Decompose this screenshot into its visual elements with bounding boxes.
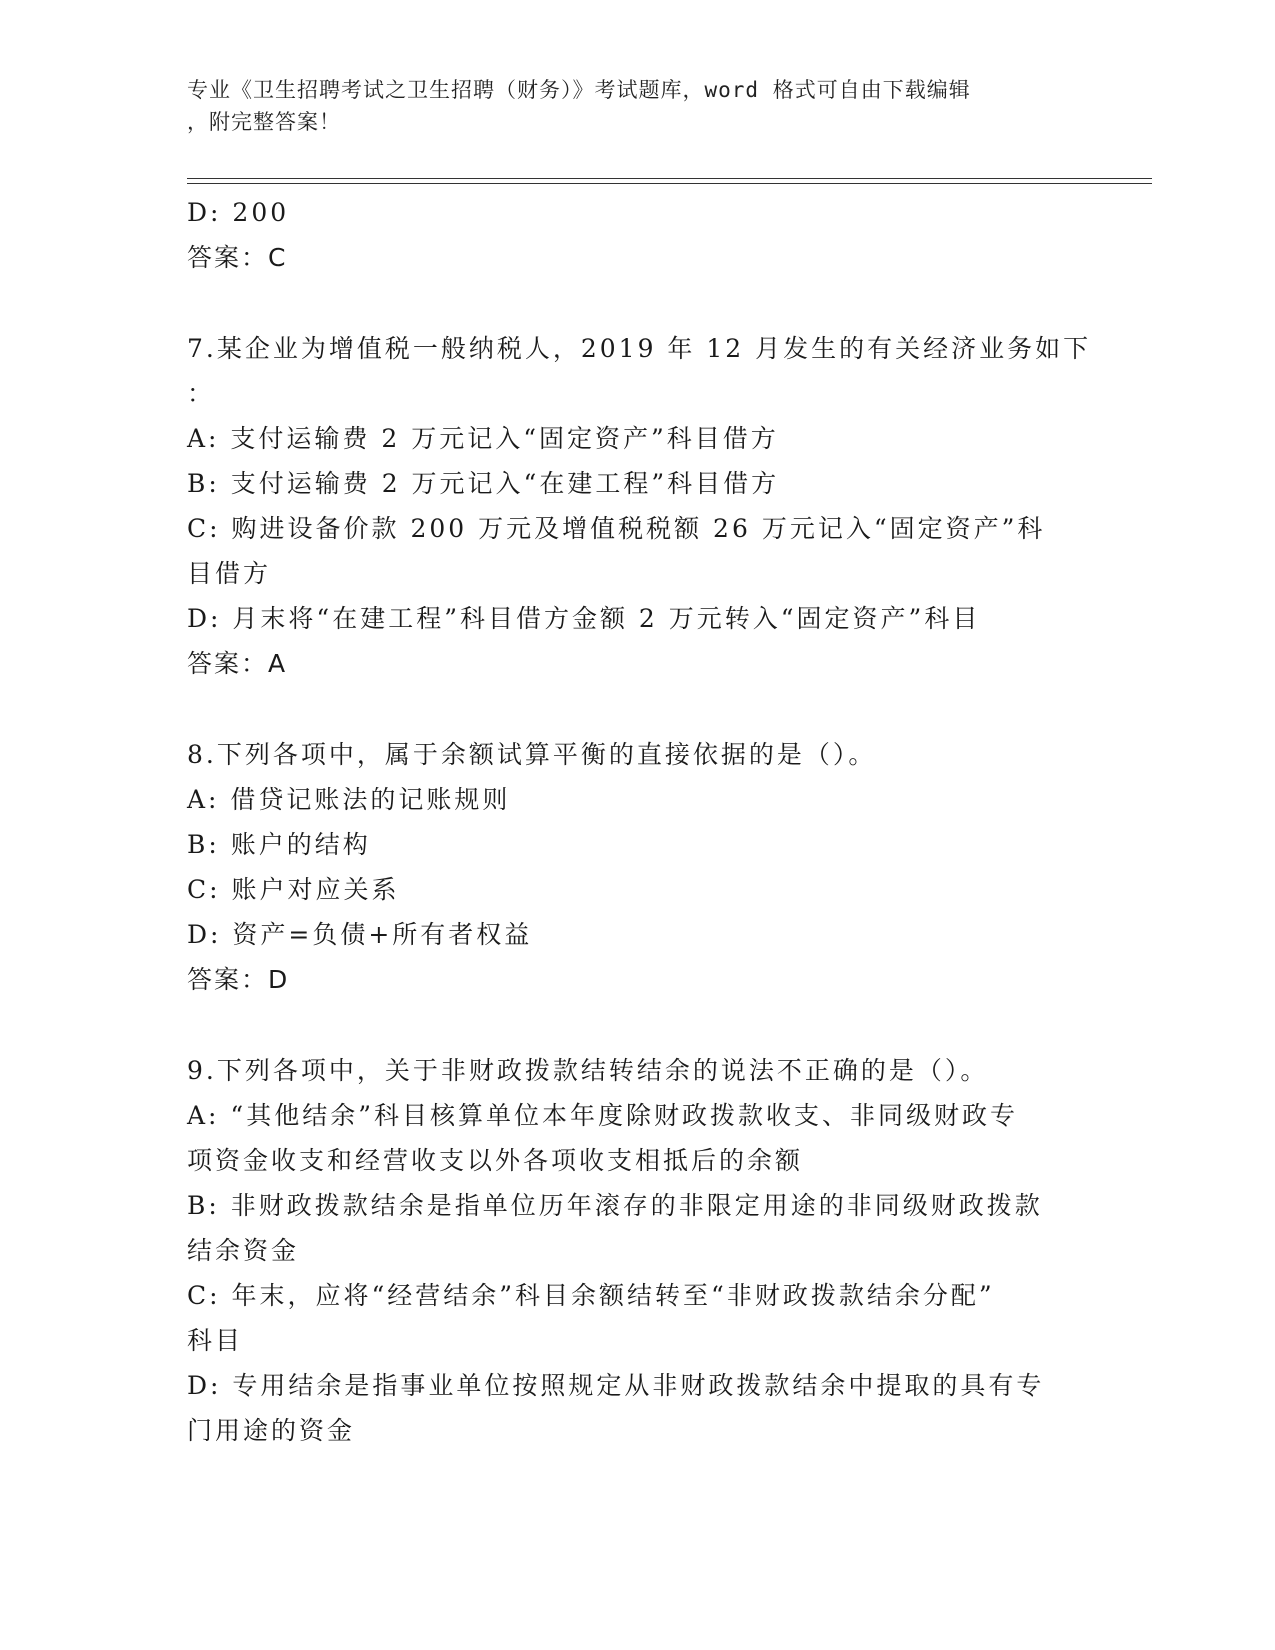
option-a-continued: 项资金收支和经营收支以外各项收支相抵后的余额	[187, 1146, 804, 1175]
document-header	[187, 74, 1087, 138]
option-b: B: 账户的结构	[187, 830, 371, 859]
question-stem-continued: ：	[187, 379, 216, 408]
answer: 答案：A	[187, 649, 288, 678]
option-b-continued: 结余资金	[187, 1236, 300, 1265]
question-stem: 7.某企业为增值税一般纳税人，2019 年 12 月发生的有关经济业务如下	[187, 334, 1092, 363]
option-a: A: 借贷记账法的记账规则	[187, 785, 511, 814]
spacer	[187, 280, 1087, 326]
header-rule-bottom	[187, 183, 1152, 184]
header-line-1: 专业《卫生招聘考试之卫生招聘（财务）》考试题库，word 格式可自由下载编辑	[187, 78, 971, 102]
spacer	[187, 686, 1087, 732]
prev-option-d: D: 200	[187, 198, 290, 227]
spacer	[187, 1002, 1087, 1048]
question-stem: 8.下列各项中，属于余额试算平衡的直接依据的是（）。	[187, 740, 877, 769]
question-content	[187, 190, 1092, 1453]
option-c-continued: 目借方	[187, 559, 272, 588]
option-c-continued: 科目	[187, 1326, 244, 1355]
question-8	[187, 732, 1087, 1002]
option-d: D: 资产=负债+所有者权益	[187, 920, 533, 949]
header-line-2: ，附完整答案！	[187, 110, 341, 134]
option-a: A: 支付运输费 2 万元记入“固定资产”科目借方	[187, 424, 779, 453]
option-c: C: 年末，应将“经营结余”科目余额结转至“非财政拨款结余分配”	[187, 1281, 995, 1310]
option-d-continued: 门用途的资金	[187, 1416, 356, 1445]
option-b: B: 非财政拨款结余是指单位历年滚存的非限定用途的非同级财政拨款	[187, 1191, 1043, 1220]
option-c: C: 购进设备价款 200 万元及增值税税额 26 万元记入“固定资产”科	[187, 514, 1046, 543]
option-d: D: 专用结余是指事业单位按照规定从非财政拨款结余中提取的具有专	[187, 1371, 1045, 1400]
option-d: D: 月末将“在建工程”科目借方金额 2 万元转入“固定资产”科目	[187, 604, 981, 633]
option-a: A: “其他结余”科目核算单位本年度除财政拨款收支、非同级财政专	[187, 1101, 1018, 1130]
question-7	[187, 326, 1092, 686]
option-c: C: 账户对应关系	[187, 875, 400, 904]
answer: 答案：D	[187, 965, 290, 994]
prev-answer: 答案：C	[187, 243, 288, 272]
question-stem: 9.下列各项中，关于非财政拨款结转结余的说法不正确的是（）。	[187, 1056, 989, 1085]
header-rule-top	[187, 178, 1152, 179]
option-b: B: 支付运输费 2 万元记入“在建工程”科目借方	[187, 469, 780, 498]
question-9	[187, 1048, 1087, 1453]
